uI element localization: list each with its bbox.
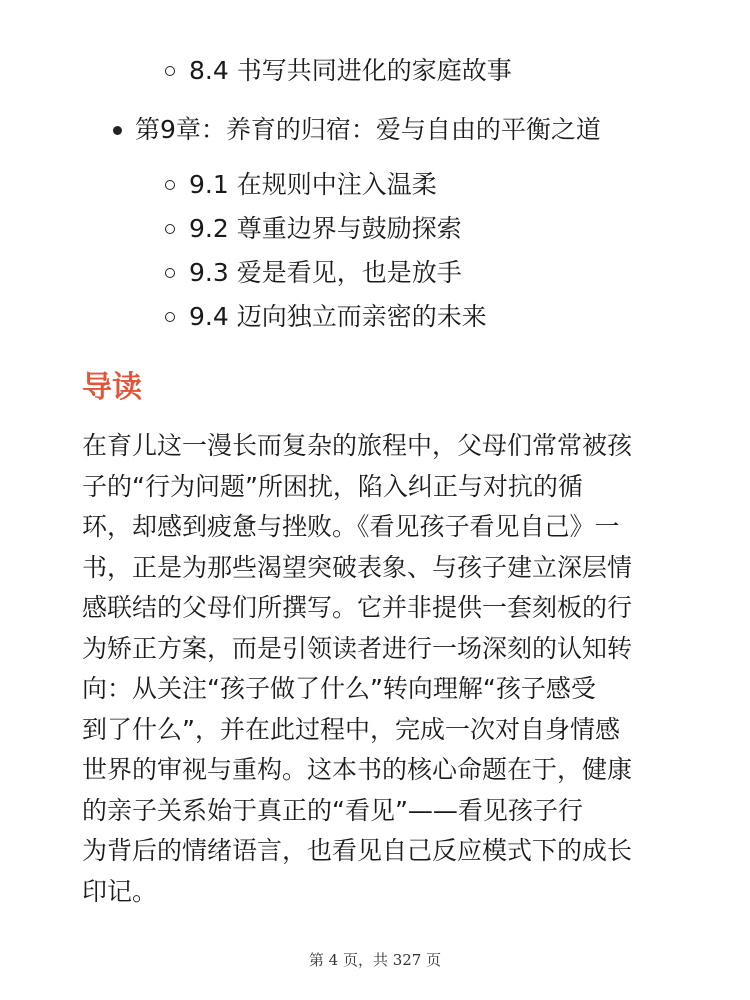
toc-item-label: 9.4 迈向独立而亲密的未来 — [189, 302, 487, 331]
hollow-bullet-icon — [165, 312, 175, 322]
toc-item-label: 9.3 爱是看见，也是放手 — [189, 258, 462, 287]
paragraph-line: 子的“行为问题”所困扰，陷入纠正与对抗的循 — [82, 471, 583, 501]
paragraph-line: 在育儿这一漫长而复杂的旅程中，父母们常常被孩 — [82, 431, 633, 460]
toc-item-label: 9.1 在规则中注入温柔 — [189, 170, 437, 199]
hollow-bullet-icon — [165, 180, 175, 190]
paragraph-line: 印记。 — [82, 876, 158, 906]
hollow-bullet-icon — [165, 268, 175, 278]
toc-subitem-8-4[interactable] — [165, 54, 512, 88]
paragraph-line: 环，却感到疲惫与挫败。《看见孩子看见自己》一 — [82, 512, 620, 541]
toc-chapter-9[interactable] — [113, 113, 601, 147]
toc-item-label: 8.4 书写共同进化的家庭故事 — [189, 56, 512, 85]
paragraph-line: 到了什么”，并在此过程中，完成一次对自身情感 — [82, 714, 620, 744]
paragraph-line: 为矫正方案，而是引领读者进行一场深刻的认知转 — [82, 633, 633, 663]
intro-paragraph — [82, 426, 672, 912]
paragraph-line: 的亲子关系始于真正的“看见”——看见孩子行 — [82, 795, 583, 825]
toc-item-label: 第9章：养育的归宿：爱与自由的平衡之道 — [135, 115, 601, 144]
hollow-bullet-icon — [165, 224, 175, 234]
solid-bullet-icon — [113, 126, 122, 135]
toc-subitem-9-4[interactable] — [165, 300, 487, 334]
paragraph-line: 书，正是为那些渴望突破表象、与孩子建立深层情 — [82, 552, 633, 582]
page-number-footer: 第 4 页，共 327 页 — [308, 951, 442, 969]
toc-subitem-9-2[interactable] — [165, 212, 462, 246]
toc-subitem-9-1[interactable] — [165, 168, 437, 202]
section-heading: 导读 — [82, 370, 142, 405]
toc-subitem-9-3[interactable] — [165, 256, 462, 290]
paragraph-line: 向：从关注“孩子做了什么”转向理解“孩子感受 — [82, 674, 596, 703]
paragraph-line: 感联结的父母们所撰写。它并非提供一套刻板的行 — [82, 593, 633, 622]
hollow-bullet-icon — [165, 66, 175, 76]
paragraph-line: 世界的审视与重构。这本书的核心命题在于，健康 — [82, 755, 633, 784]
toc-item-label: 9.2 尊重边界与鼓励探索 — [189, 214, 462, 243]
paragraph-line: 为背后的情绪语言，也看见自己反应模式下的成长 — [82, 836, 633, 865]
